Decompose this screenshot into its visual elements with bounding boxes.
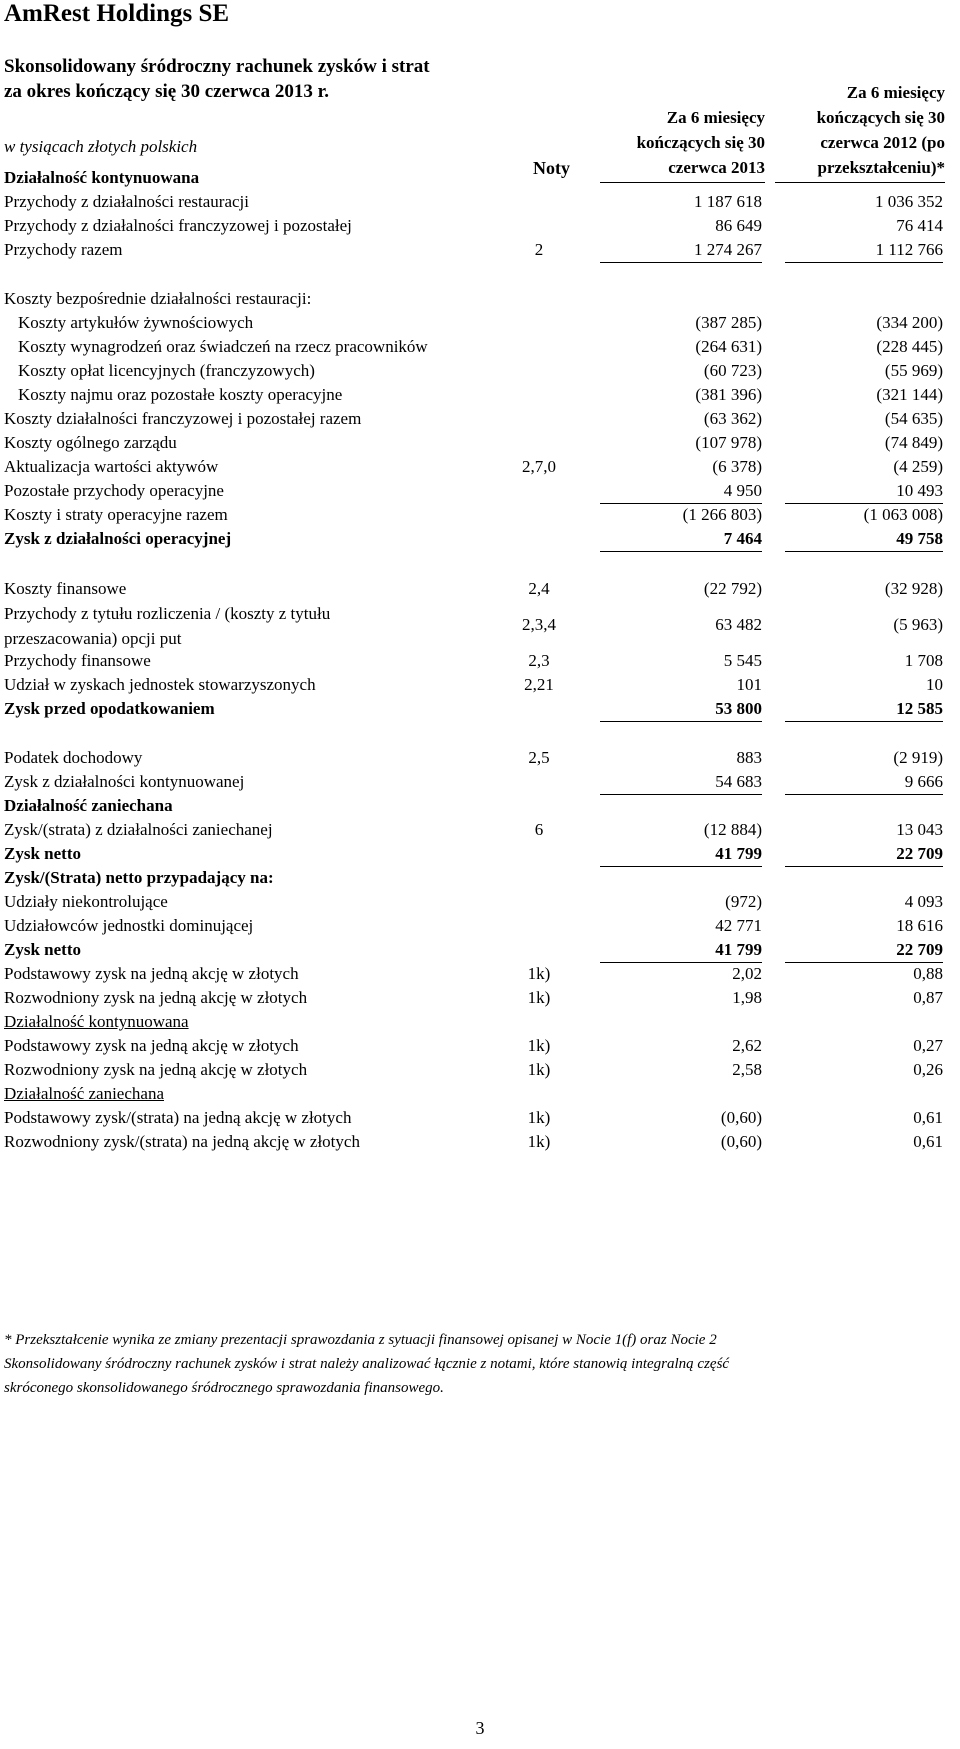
column-header-line: czerwca 2013 [668,158,765,177]
value-2012-cell: 0,27 [913,1036,943,1055]
value-2013-cell: 4 950 [600,479,762,504]
row-label [18,359,315,383]
row-label-line: Zysk/(strata) z działalności zaniechanej [4,820,273,839]
notes-cell: 1k) [527,1108,551,1127]
row-label [4,770,244,794]
row-label [4,503,228,527]
row-label [4,601,330,651]
notes-cell: 1k) [527,1060,551,1079]
column-header-2012 [775,80,945,180]
value-2012-cell: (2 919) [893,748,943,767]
table-row [0,938,960,962]
value-2012-cell: (334 200) [876,313,943,332]
table-row [0,1010,960,1034]
row-label-line: Zysk z działalności operacyjnej [4,529,232,548]
row-label-line: Zysk przed opodatkowaniem [4,699,215,718]
value-2012-cell: 10 493 [785,479,943,504]
row-label-line: Koszty opłat licencyjnych (franczyzowych) [18,361,315,380]
units-label: w tysiącach złotych polskich [4,137,198,156]
column-header-line: przekształceniu)* [817,158,945,177]
row-label [4,214,352,238]
row-label-line: Rozwodniony zysk na jedną akcję w złotych [4,988,308,1007]
value-2013-cell: 1,98 [732,988,762,1007]
value-2012-cell: (54 635) [884,409,943,428]
row-label-line: Przychody z działalności franczyzowej i pozostałej [4,216,352,235]
table-row [0,431,960,455]
row-label [4,1106,351,1130]
table-row [0,794,960,818]
row-label [4,431,177,455]
value-2012-cell: 76 414 [896,216,943,235]
table-row [0,214,960,238]
value-2012-cell: (32 928) [884,579,943,598]
table-row [0,601,960,651]
row-label-line: Podstawowy zysk/(strata) na jedną akcję w złotych [4,1108,352,1127]
notes-column-header: Noty [533,158,570,178]
value-2012-cell: 0,87 [913,988,943,1007]
value-2013-cell: 883 [736,748,762,767]
table-row [0,1130,960,1154]
value-2012-cell: 13 043 [896,820,943,839]
value-2012-cell: 22 709 [785,842,943,867]
footnote-line: * Przekształcenie wynika ze zmiany prezentacji sprawozdania z sytuacji finansowej opisanej w Nocie 1(f) oraz Nocie 2 [4,1332,717,1348]
row-label [4,649,151,673]
row-label-line: Podatek dochodowy [4,748,143,767]
row-label-line: Koszty bezpośrednie działalności restauracji: [4,289,312,308]
row-label-line: Przychody finansowe [4,651,151,670]
value-2013-cell: 86 649 [715,216,762,235]
footnote [4,1328,944,1400]
notes-cell: 2 [534,240,544,259]
statement-title-line: Skonsolidowany śródroczny rachunek zysków i strat [4,56,430,77]
value-2013-cell: (1 266 803) [682,505,762,524]
value-2012-cell: 0,61 [913,1132,943,1151]
table-row [0,359,960,383]
value-2013-cell: (63 362) [703,409,762,428]
row-label-line: Rozwodniony zysk/(strata) na jedną akcję w złotych [4,1132,360,1151]
row-label-line: Koszty finansowe [4,579,127,598]
row-label-line: Działalność zaniechana [4,796,173,815]
company-name: AmRest Holdings SE [4,0,230,27]
value-2013-cell: 42 771 [715,916,762,935]
table-row [0,1058,960,1082]
value-2013-cell: 53 800 [600,697,762,722]
value-2012-cell: 4 093 [904,892,943,911]
value-2013-cell: (6 378) [712,457,762,476]
value-2012-cell: (74 849) [884,433,943,452]
value-2012-cell: 49 758 [785,527,943,552]
value-2013-cell: (60 723) [703,361,762,380]
row-label-line: Pozostałe przychody operacyjne [4,481,224,500]
value-2013-cell: 101 [736,675,762,694]
row-label [4,673,316,697]
table-row [0,503,960,527]
table-row [0,166,960,190]
row-label [18,383,342,407]
row-label-line: Działalność zaniechana [4,1084,164,1103]
table-row [0,770,960,794]
value-2012-cell: 22 709 [785,938,943,963]
row-label [4,697,215,721]
value-2012-cell: 18 616 [896,916,943,935]
notes-cell: 1k) [527,964,551,983]
value-2012-cell: (321 144) [876,385,943,404]
notes-cell: 1k) [527,1132,551,1151]
notes-cell: 2,4 [528,579,550,598]
table-row [0,1034,960,1058]
value-2013-cell: (972) [725,892,762,911]
statement-title [4,54,430,104]
row-label [4,1130,360,1154]
row-label [4,746,142,770]
value-2012-cell: (5 963) [893,615,943,634]
column-header-line: kończących się 30 [816,108,945,127]
row-label-line: Działalność kontynuowana [4,1012,189,1031]
value-2012-cell: (1 063 008) [863,505,943,524]
table-row [0,649,960,673]
value-2013-cell: 1 187 618 [694,192,762,211]
value-2012-cell: 1 112 766 [785,238,943,263]
notes-cell: 1k) [527,988,551,1007]
table-row [0,962,960,986]
value-2013-cell: 5 545 [723,651,762,670]
row-label [4,1082,164,1106]
row-label-line: Przychody z działalności restauracji [4,192,249,211]
row-label-line: Rozwodniony zysk na jedną akcję w złotych [4,1060,308,1079]
row-label [4,238,122,262]
row-label-line: Działalność kontynuowana [4,168,200,187]
value-2012-cell: (228 445) [876,337,943,356]
notes-cell: 2,21 [524,675,554,694]
footnote-line: Skonsolidowany śródroczny rachunek zysków i strat należy analizować łącznie z notami, które stanowią integralną część [4,1356,730,1372]
value-2013-cell: (0,60) [720,1108,762,1127]
row-label-line: Zysk netto [4,844,81,863]
row-label [4,938,81,962]
notes-cell: 2,7,0 [522,457,556,476]
table-row [0,914,960,938]
table-row [0,287,960,311]
row-label [4,577,126,601]
row-label-line: Koszty wynagrodzeń oraz świadczeń na rzecz pracowników [18,337,428,356]
value-2013-cell: 41 799 [600,938,762,963]
value-2013-cell: (381 396) [695,385,762,404]
table-row [0,697,960,721]
row-label [4,527,231,551]
value-2013-cell: (22 792) [703,579,762,598]
row-label [4,890,168,914]
row-label [4,479,224,503]
row-label [4,1034,299,1058]
row-label [4,962,299,986]
row-label [18,335,428,359]
value-2012-cell: 9 666 [785,770,943,795]
row-label [4,1058,307,1082]
value-2013-cell: 63 482 [715,615,762,634]
value-2012-cell: 1 708 [904,651,943,670]
row-label-line: Zysk/(Strata) netto przypadający na: [4,868,274,887]
value-2013-cell: 41 799 [600,842,762,867]
value-2012-cell: 12 585 [785,697,943,722]
column-header-line: Za 6 miesięcy [666,108,765,127]
row-label [4,190,249,214]
notes-cell: 1k) [527,1036,551,1055]
row-label [4,407,361,431]
row-label [4,455,218,479]
value-2013-cell: (107 978) [695,433,762,452]
column-header-line: Za 6 miesięcy [846,83,945,102]
statement-title-line: za okres kończący się 30 czerwca 2013 r. [4,81,330,102]
column-header-line: kończących się 30 [636,133,765,152]
table-row [0,842,960,866]
table-row [0,407,960,431]
row-label [4,287,311,311]
row-label-line: Udziały niekontrolujące [4,892,168,911]
row-label-line: przeszacowania) opcji put [4,629,182,648]
row-label [4,818,273,842]
row-label-line: Koszty artykułów żywnościowych [18,313,254,332]
value-2012-cell: 10 [926,675,943,694]
value-2012-cell: (55 969) [884,361,943,380]
table-row [0,383,960,407]
value-2013-cell: 54 683 [600,770,762,795]
value-2013-cell: 7 464 [600,527,762,552]
value-2013-cell: (0,60) [720,1132,762,1151]
table-row [0,818,960,842]
table-row [0,311,960,335]
table-row [0,190,960,214]
notes-cell: 2,5 [528,748,550,767]
row-label [4,866,274,890]
table-row [0,527,960,551]
table-row [0,335,960,359]
row-label-line: Przychody razem [4,240,123,259]
table-row [0,746,960,770]
table-row [0,577,960,601]
row-label-line: Podstawowy zysk na jedną akcję w złotych [4,1036,299,1055]
row-label [4,1010,189,1034]
notes-cell: 2,3,4 [522,615,556,634]
table-row [0,1106,960,1130]
row-label-line: Koszty ogólnego zarządu [4,433,177,452]
value-2013-cell: 2,02 [732,964,762,983]
footnote-line: skróconego skonsolidowanego śródrocznego sprawozdania finansowego. [4,1380,444,1396]
notes-cell: 6 [534,820,544,839]
row-label [18,311,253,335]
row-label-line: Zysk netto [4,940,81,959]
value-2012-cell: (4 259) [893,457,943,476]
row-label-line: Przychody z tytułu rozliczenia / (koszty z tytułu [4,604,331,623]
table-row [0,238,960,262]
table-row [0,479,960,503]
value-2013-cell: (264 631) [695,337,762,356]
row-label-line: Podstawowy zysk na jedną akcję w złotych [4,964,299,983]
table-row [0,673,960,697]
table-row [0,890,960,914]
value-2012-cell: 1 036 352 [875,192,943,211]
row-label-line: Aktualizacja wartości aktywów [4,457,219,476]
row-label-line: Koszty działalności franczyzowej i pozostałej razem [4,409,362,428]
row-label-line: Udział w zyskach jednostek stowarzyszonych [4,675,316,694]
value-2013-cell: (12 884) [703,820,762,839]
table-row [0,866,960,890]
value-2012-cell: 0,61 [913,1108,943,1127]
table-row [0,455,960,479]
row-label [4,914,253,938]
value-2013-cell: 1 274 267 [600,238,762,263]
value-2012-cell: 0,88 [913,964,943,983]
column-header-line: czerwca 2012 (po [820,133,945,152]
table-row [0,986,960,1010]
row-label-line: Koszty i straty operacyjne razem [4,505,228,524]
row-label [4,794,173,818]
table-row [0,1082,960,1106]
value-2013-cell: 2,62 [732,1036,762,1055]
row-label [4,986,307,1010]
value-2013-cell: (387 285) [695,313,762,332]
row-label-line: Udziałowców jednostki dominującej [4,916,254,935]
row-label [4,842,81,866]
row-label-line: Zysk z działalności kontynuowanej [4,772,245,791]
value-2013-cell: 2,58 [732,1060,762,1079]
row-label-line: Koszty najmu oraz pozostałe koszty operacyjne [18,385,343,404]
notes-cell: 2,3 [528,651,550,670]
page-number: 3 [475,1718,485,1738]
row-label [4,166,199,190]
value-2012-cell: 0,26 [913,1060,943,1079]
